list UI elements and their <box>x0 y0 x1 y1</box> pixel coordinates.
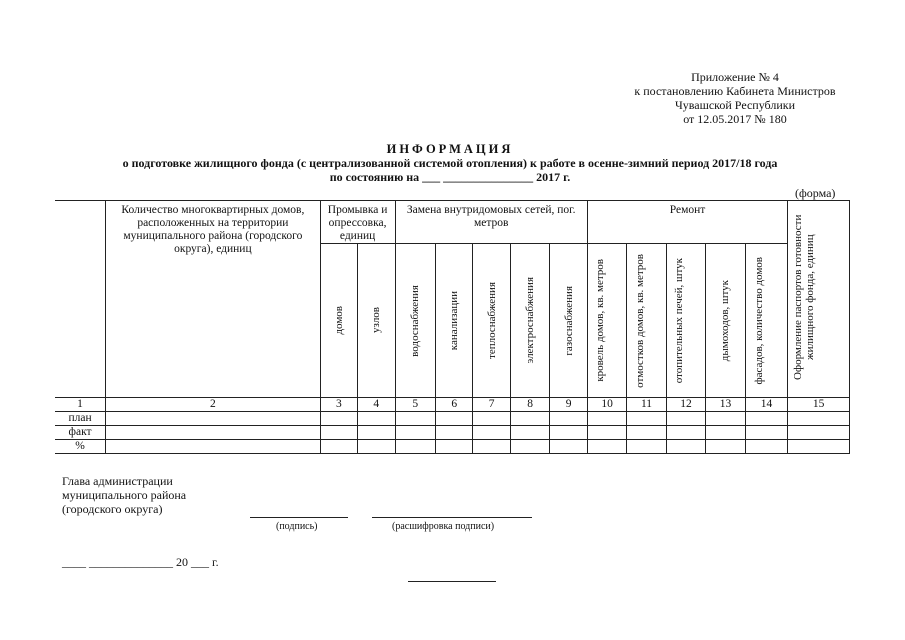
document-title <box>40 142 860 184</box>
head-title-block <box>62 474 186 516</box>
data-cell[interactable] <box>706 440 745 454</box>
header-sub-homes: домов <box>320 244 357 398</box>
data-cell[interactable] <box>745 426 788 440</box>
col-number: 3 <box>320 398 357 412</box>
col-number: 6 <box>436 398 473 412</box>
col-number: 11 <box>627 398 666 412</box>
col-number: 8 <box>510 398 549 412</box>
header-houses-count: Количество многоквартирных домов, расположенных на территории муниципального района (городского округа), единиц <box>106 201 321 398</box>
data-cell[interactable] <box>473 426 510 440</box>
data-cell[interactable] <box>395 440 435 454</box>
col-number: 5 <box>395 398 435 412</box>
col-number: 14 <box>745 398 788 412</box>
header-sub-electric: электроснабжения <box>510 244 549 398</box>
data-cell[interactable] <box>358 426 395 440</box>
appendix-line1: Приложение № 4 <box>691 70 779 84</box>
title-date-line: по состоянию на ___ _______________ 2017 г. <box>329 170 571 184</box>
data-cell[interactable] <box>666 426 705 440</box>
data-cell[interactable] <box>473 412 510 426</box>
column-number-row <box>55 398 850 412</box>
col-number: 7 <box>473 398 510 412</box>
head-line2: муниципального района <box>62 488 187 502</box>
header-row-groups <box>55 201 850 244</box>
header-replace-group: Замена внутридомовых сетей, пог. метров <box>395 201 587 244</box>
data-cell[interactable] <box>510 412 549 426</box>
title-subject: о подготовке жилищного фонда (с централизованной системой отопления) к работе в осенне-зимний период 2017/18 года <box>122 156 778 170</box>
data-cell[interactable] <box>627 412 666 426</box>
data-cell[interactable] <box>395 412 435 426</box>
data-cell[interactable] <box>106 426 321 440</box>
data-cell[interactable] <box>395 426 435 440</box>
data-cell[interactable] <box>320 412 357 426</box>
signature-line[interactable] <box>250 517 348 518</box>
table-row-fact <box>55 426 850 440</box>
header-sub-stoves: отопительных печей, штук <box>666 244 705 398</box>
data-cell[interactable] <box>587 412 626 426</box>
data-cell[interactable] <box>436 440 473 454</box>
data-cell[interactable] <box>358 440 395 454</box>
data-cell[interactable] <box>745 440 788 454</box>
signature-decode-line[interactable] <box>372 517 532 518</box>
header-sub-gas: газоснабжения <box>550 244 587 398</box>
col-number: 2 <box>106 398 321 412</box>
data-cell[interactable] <box>550 440 587 454</box>
date-line[interactable]: ____ ______________ 20 ___ г. <box>62 555 219 569</box>
forma-label: (форма) <box>795 186 836 200</box>
appendix-line3: Чувашской Республики <box>674 98 796 112</box>
data-cell[interactable] <box>550 412 587 426</box>
header-repair-group: Ремонт <box>587 201 787 244</box>
head-line1: Глава администрации <box>62 474 173 488</box>
col-number: 13 <box>706 398 745 412</box>
data-cell[interactable] <box>106 440 321 454</box>
header-sub-water: водоснабжения <box>395 244 435 398</box>
header-flush-group: Промывка и опрессовка, единиц <box>320 201 395 244</box>
header-sub-sewer: канализации <box>436 244 473 398</box>
title-main: ИНФОРМАЦИЯ <box>386 142 514 156</box>
data-cell[interactable] <box>510 426 549 440</box>
col-number: 9 <box>550 398 587 412</box>
data-cell[interactable] <box>106 412 321 426</box>
col-number: 1 <box>55 398 106 412</box>
data-cell[interactable] <box>745 412 788 426</box>
header-sub-blind-areas: отмостков домов, кв. метров <box>627 244 666 398</box>
data-cell[interactable] <box>550 426 587 440</box>
data-cell[interactable] <box>788 412 850 426</box>
table-row-plan <box>55 412 850 426</box>
header-blank-cell <box>55 201 106 398</box>
header-sub-nodes: узлов <box>358 244 395 398</box>
appendix-block <box>600 70 870 126</box>
data-cell[interactable] <box>436 412 473 426</box>
data-cell[interactable] <box>320 440 357 454</box>
data-cell[interactable] <box>788 426 850 440</box>
signature-caption: (подпись) <box>276 521 318 532</box>
appendix-line4: от 12.05.2017 № 180 <box>683 112 787 126</box>
data-cell[interactable] <box>587 426 626 440</box>
table-row-percent <box>55 440 850 454</box>
header-sub-facades: фасадов, количество домов <box>745 244 788 398</box>
footer-line <box>408 581 496 582</box>
head-line3: (городского округа) <box>62 502 163 516</box>
data-cell[interactable] <box>358 412 395 426</box>
data-cell[interactable] <box>706 412 745 426</box>
info-table <box>55 200 850 454</box>
col-number: 15 <box>788 398 850 412</box>
header-sub-heat: теплоснабжения <box>473 244 510 398</box>
header-passport-cell <box>788 201 850 398</box>
header-sub-chimneys: дымоходов, штук <box>706 244 745 398</box>
col-number: 4 <box>358 398 395 412</box>
data-cell[interactable] <box>510 440 549 454</box>
data-cell[interactable] <box>473 440 510 454</box>
data-cell[interactable] <box>320 426 357 440</box>
data-cell[interactable] <box>627 426 666 440</box>
row-label: план <box>55 412 106 426</box>
col-number: 12 <box>666 398 705 412</box>
data-cell[interactable] <box>788 440 850 454</box>
col-number: 10 <box>587 398 626 412</box>
data-cell[interactable] <box>436 426 473 440</box>
header-passport-label: Оформление паспортов готовности жилищного фонда, единиц <box>791 214 816 381</box>
data-cell[interactable] <box>587 440 626 454</box>
signature-decode-caption: (расшифровка подписи) <box>392 521 495 532</box>
appendix-line2: к постановлению Кабинета Министров <box>634 84 836 98</box>
row-label: % <box>55 440 106 454</box>
data-cell[interactable] <box>666 440 705 454</box>
row-label: факт <box>55 426 106 440</box>
data-cell[interactable] <box>666 412 705 426</box>
data-cell[interactable] <box>627 440 666 454</box>
header-sub-roofs: кровель домов, кв. метров <box>587 244 626 398</box>
data-cell[interactable] <box>706 426 745 440</box>
